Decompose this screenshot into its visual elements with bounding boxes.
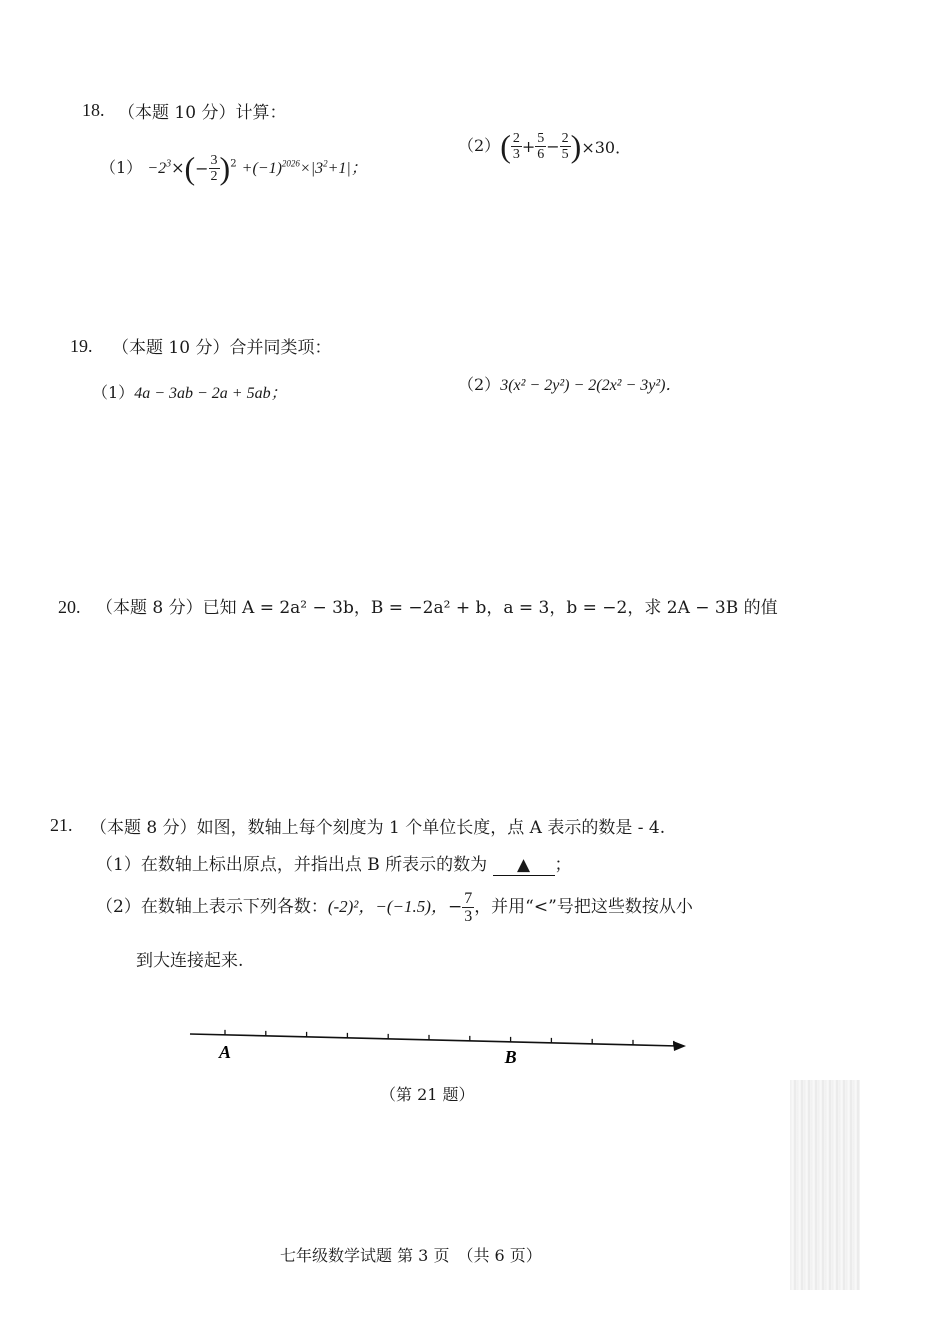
q19-number: 19. xyxy=(70,336,93,356)
number-line-axis xyxy=(190,1034,678,1046)
point-b-label: B xyxy=(504,1046,517,1067)
q21-value-1: (-2)²， xyxy=(327,897,376,916)
q21-part1-text: （1）在数轴上标出原点，并指出点 B 所表示的数为 xyxy=(96,855,488,875)
number-line-figure xyxy=(180,1020,700,1075)
q21-part2-text-a: （2）在数轴上表示下列各数： xyxy=(96,897,328,917)
figure-caption: （第 21 题） xyxy=(380,1085,475,1104)
q19-part1 xyxy=(92,380,287,403)
q21-value-2: −(−1.5)， xyxy=(375,897,448,916)
q19-header: （本题 10 分）合并同类项： xyxy=(112,338,332,358)
q19-part2-label: （2） xyxy=(458,375,501,394)
q18-part2: （2）( $\frac{2}{3}$ + $\frac{5}{6}$ − $\frac{2}{5}$ )×30． xyxy=(458,128,632,164)
q18-p2-frac1: $\frac{2}{3}$ xyxy=(512,131,520,162)
q18-p1-term-b: $+(-1)^{2026}$ xyxy=(241,158,300,177)
q19-part1-label: （1） xyxy=(92,383,135,402)
q21-part1-end: ； xyxy=(554,855,572,875)
q21-part2 xyxy=(96,890,693,925)
q18-p2-frac3: $\frac{2}{5}$ xyxy=(561,131,569,162)
q18-p1-times: × xyxy=(171,158,185,177)
q18-part1-label: （1） xyxy=(100,158,143,177)
q21-part1 xyxy=(96,850,572,876)
q21-answer-blank: ▲ xyxy=(493,855,555,876)
q19-part1-expr: 4a − 3ab − 2a + 5ab； xyxy=(134,385,287,402)
q21-header: （本题 8 分）如图，数轴上每个刻度为 1 个单位长度，点 A 表示的数是 - 4. xyxy=(90,818,666,838)
q19-part2 xyxy=(458,372,682,395)
q18-number: 18. xyxy=(82,100,105,120)
q18-header: （本题 10 分）计算： xyxy=(118,103,287,123)
q21-number: 21. xyxy=(50,815,73,835)
q18-part1: $(1) -2^3\times(-$ $\frac{3}{2}$ )$^2 +(-1)^{2026}\times|3^2+1|$； xyxy=(100,150,367,186)
q18-p1-term-a: $-2^3$ xyxy=(147,158,172,177)
q20-number: 20. xyxy=(58,597,81,617)
page-footer: 七年级数学试题 第 3 页 （共 6 页） xyxy=(280,1246,542,1265)
q21-part2-continued: 到大连接起来. xyxy=(136,951,244,971)
scan-artifact xyxy=(790,1080,860,1290)
q18-p1-fraction: $\frac{3}{2}$ xyxy=(210,153,218,184)
q21-value-3: − $\frac{7}{3}$ xyxy=(447,890,473,925)
q18-p2-frac2: $\frac{5}{6}$ xyxy=(537,131,545,162)
q21-part2-text-b: ，并用“<”号把这些数按从小 xyxy=(474,897,693,917)
q18-p1-square: 2 xyxy=(230,158,237,170)
q18-part2-label: （2） xyxy=(458,136,501,155)
q18-p2-tail: ×30． xyxy=(581,138,632,157)
number-line-arrow xyxy=(673,1041,686,1051)
q19-part2-expr: 3(x² − 2y²) − 2(2x² − 3y²)． xyxy=(500,377,682,394)
q20-text: （本题 8 分）已知 A = 2a² − 3b，B = −2a² + b，a = 3，b = −2，求 2A − 3B 的值 xyxy=(96,598,778,618)
q18-p1-term-c: $\times|3^2+1|$； xyxy=(299,158,367,177)
point-a-label: A xyxy=(218,1041,232,1062)
